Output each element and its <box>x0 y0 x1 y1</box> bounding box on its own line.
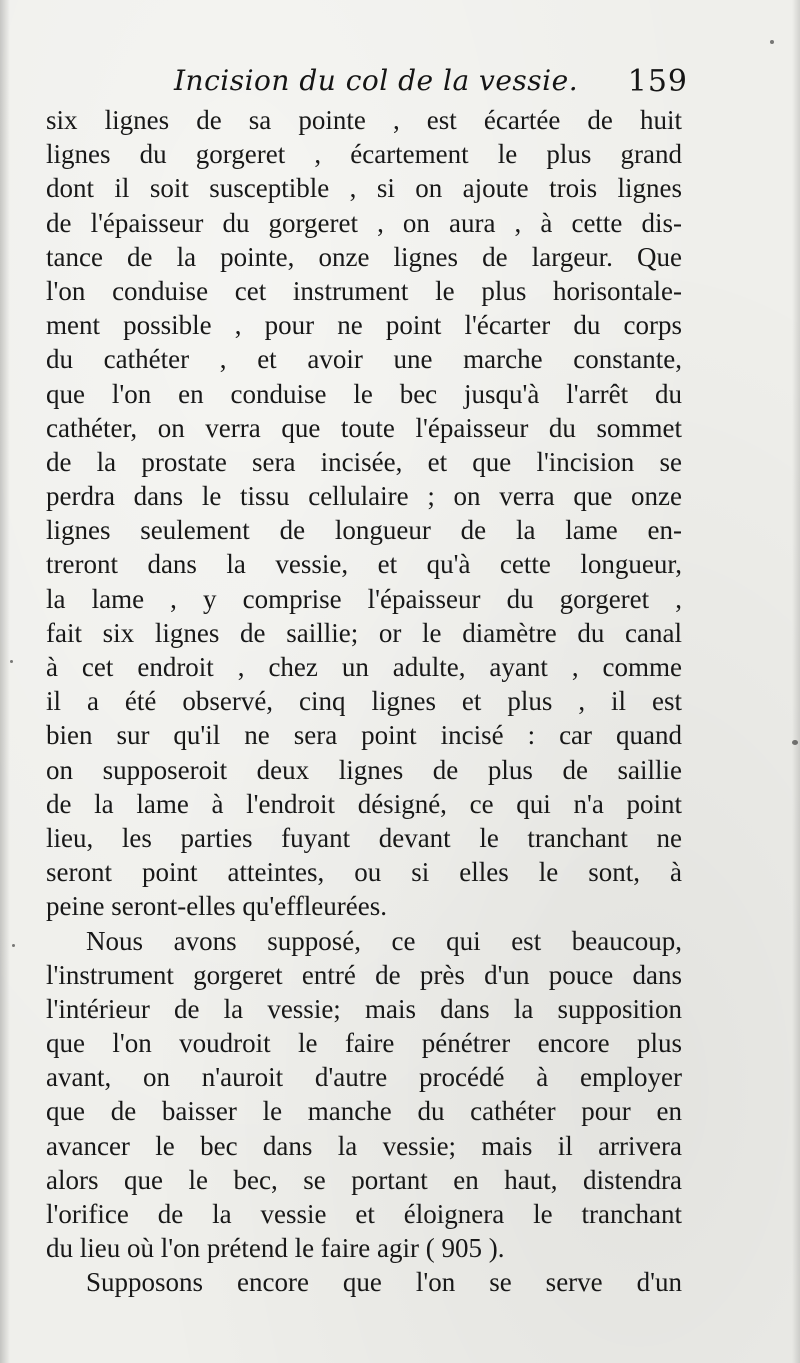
text-line: lignes du gorgeret , écartement le plus grand <box>46 139 682 170</box>
paragraph-1 <box>46 103 682 924</box>
text-line: à cet endroit , chez un adulte, ayant , comme <box>46 652 682 682</box>
text-line: peine seront-elles qu'effleurées. <box>46 891 387 922</box>
text-line: il a été observé, cinq lignes et plus , il est <box>46 686 682 717</box>
print-speck <box>10 660 13 663</box>
print-speck <box>770 40 774 44</box>
page-edge-shadow-right <box>792 0 800 1363</box>
text-line: du lieu où l'on prétend le faire agir ( 905 ). <box>46 1233 505 1264</box>
paragraph-2 <box>46 924 682 1266</box>
text-line: que l'on voudroit le faire pénétrer encore plus <box>46 1028 682 1059</box>
text-line: cathéter, on verra que toute l'épaisseur du sommet <box>46 412 682 443</box>
page-edge-shadow-left <box>0 0 10 1363</box>
text-line: l'on conduise cet instrument le plus horisontale- <box>46 275 682 306</box>
print-speck <box>792 740 798 745</box>
text-line: l'intérieur de la vessie; mais dans la supposition <box>46 993 682 1024</box>
text-line: dont il soit susceptible , si on ajoute trois lignes <box>46 173 682 204</box>
text-line: Nous avons supposé, ce qui est beaucoup, <box>86 925 682 956</box>
text-line: de la prostate sera incisée, et que l'incision se <box>46 446 682 477</box>
text-line: tance de la pointe, onze lignes de largeur. Que <box>46 241 682 272</box>
text-line: lieu, les parties fuyant devant le tranchant ne <box>46 822 682 853</box>
text-line: que de baisser le manche du cathéter pour en <box>46 1096 682 1127</box>
text-line: alors que le bec, se portant en haut, distendra <box>46 1164 682 1195</box>
text-line: ment possible , pour ne point l'écarter du corps <box>46 310 682 341</box>
text-line: fait six lignes de saillie; or le diamètre du canal <box>46 617 682 648</box>
print-speck <box>12 944 15 947</box>
text-line: seront point atteintes, ou si elles le sont, à <box>46 857 682 888</box>
text-line: l'orifice de la vessie et éloignera le tranchant <box>46 1199 682 1229</box>
paragraph-3 <box>46 1265 682 1299</box>
page-number: 159 <box>627 64 688 99</box>
text-line: du cathéter , et avoir une marche constante, <box>46 344 682 375</box>
text-line: que l'on en conduise le bec jusqu'à l'arrêt du <box>46 378 682 409</box>
text-line: on supposeroit deux lignes de plus de saillie <box>46 754 682 785</box>
text-line: l'instrument gorgeret entré de près d'un pouce dans <box>46 959 682 990</box>
page-header <box>48 58 688 104</box>
running-title: Incision du col de la vessie. <box>174 64 579 97</box>
text-line: la lame , y comprise l'épaisseur du gorgeret , <box>46 583 682 614</box>
text-line: avancer le bec dans la vessie; mais il arrivera <box>46 1130 682 1161</box>
text-line: treront dans la vessie, et qu'à cette longueur, <box>46 549 682 580</box>
text-line: bien sur qu'il ne sera point incisé : car quand <box>46 720 682 751</box>
text-line: avant, on n'auroit d'autre procédé à employer <box>46 1062 682 1093</box>
text-line: de la lame à l'endroit désigné, ce qui n'a point <box>46 788 682 819</box>
text-line: de l'épaisseur du gorgeret , on aura , à cette dis- <box>46 207 682 238</box>
text-line: perdra dans le tissu cellulaire ; on verra que onze <box>46 481 682 512</box>
text-line: lignes seulement de longueur de la lame en- <box>46 515 682 546</box>
text-line: Supposons encore que l'on se serve d'un <box>86 1267 682 1298</box>
text-line: six lignes de sa pointe , est écartée de huit <box>46 105 682 135</box>
text-body <box>46 103 682 1300</box>
